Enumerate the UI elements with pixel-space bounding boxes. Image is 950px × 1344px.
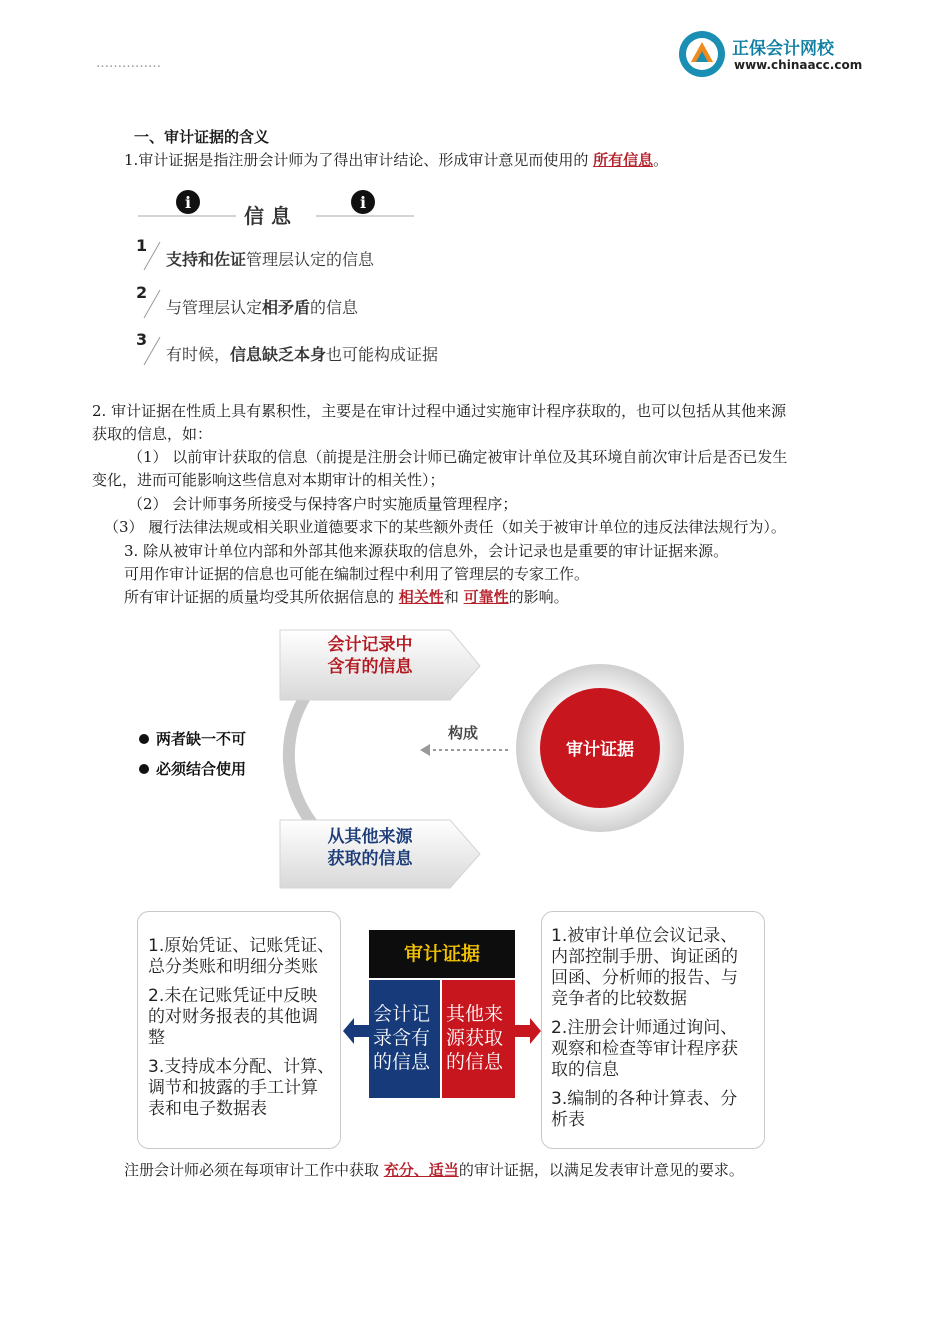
highlight-all-info: 所有信息 (593, 151, 654, 169)
arrow-label-constitute: 构成 (448, 724, 479, 742)
tag-other-sources (290, 826, 450, 870)
final-para (124, 1159, 744, 1182)
highlight-reliability: 可靠性 (463, 588, 509, 606)
center-title-bar (369, 930, 515, 978)
info-item-2-post: 的信息 (310, 298, 359, 317)
center-left-line: 的信息 (373, 1051, 431, 1073)
final-para-post: 的审计证据，以满足发表审计意见的要求。 (458, 1161, 744, 1179)
info-item-1-bold: 支持和佐证 (166, 250, 247, 269)
tag-accounting-records-line-1: 会计记录中 (327, 635, 413, 655)
info-item-3 (166, 342, 438, 365)
info-graphic-header (136, 186, 416, 226)
para-3-line-3-pre: 所有审计证据的质量均受其所依据信息的 (124, 588, 395, 606)
logo-icon (678, 30, 726, 78)
para-2-sub2: （2） 会计师事务所接受与保持客户时实施质量管理程序； (128, 495, 518, 513)
left-box-accounting-records (137, 911, 341, 1149)
center-right-line: 源获取 (446, 1027, 504, 1049)
svg-text:i: i (184, 193, 192, 212)
info-item-1-num: 1 (136, 236, 148, 255)
para-1-prefix: 1. (124, 151, 139, 169)
center-right-block (442, 980, 515, 1098)
tag-other-sources-line-2: 获取的信息 (327, 849, 413, 869)
highlight-sufficient-appropriate: 充分、适当 (383, 1161, 459, 1179)
para-1-text: 审计证据是指注册会计师为了得出审计结论、形成审计意见而使用的 (138, 151, 589, 169)
right-box-line: 2.注册会计师通过询问、 (551, 1018, 738, 1038)
center-left-block (369, 980, 440, 1098)
info-item-2-pre: 与管理层认定 (166, 298, 263, 317)
info-item-2-bold: 相矛盾 (262, 298, 311, 317)
left-box-line: 总分类账和明细分类账 (148, 957, 318, 977)
left-box-line: 整 (148, 1028, 165, 1048)
circle-audit-evidence: 审计证据 (566, 740, 634, 760)
info-item-2-num: 2 (136, 283, 148, 302)
info-heading: 信 息 (244, 204, 291, 228)
info-item-3-pre: 有时候， (166, 345, 231, 364)
para-2-line-1: 2. 审计证据在性质上具有累积性，主要是在审计过程中通过实施审计程序获取的，也可以包括从其他来源 (92, 402, 787, 420)
info-item-3-num: 3 (136, 330, 148, 349)
diagram-composition (130, 622, 690, 892)
para-2-sub1-line-2: 变化，进而可能影响这些信息对本期审计的相关性）； (92, 471, 445, 489)
left-box-line: 的对财务报表的其他调 (148, 1007, 318, 1027)
info-item-3-bold: 信息缺乏本身 (230, 345, 327, 364)
para-1-suffix: 。 (653, 151, 669, 169)
logo-url: www.chinaacc.com (734, 58, 863, 72)
para-3-line-3-post: 的影响。 (508, 588, 569, 606)
right-box-other-sources (541, 911, 765, 1149)
para-3-line-1: 3. 除从被审计单位内部和外部其他来源获取的信息外，会计记录也是重要的审计证据来源。 (124, 542, 729, 560)
para-3-line-2: 可用作审计证据的信息也可能在编制过程中利用了管理层的专家工作。 (124, 565, 590, 583)
para-3-line-3-mid: 和 (443, 588, 459, 606)
para-2-sub1-line-1: （1） 以前审计获取的信息（前提是注册会计师已确定被审计单位及其环境自前次审计后是否已发生 (128, 448, 788, 466)
para-2-sub3: （3） 履行法律法规或相关职业道德要求下的某些额外责任（如关于被审计单位的违反法律法规行为）。 (104, 518, 786, 536)
bullet-indispensable: 两者缺一不可 (156, 730, 247, 748)
right-box-line: 竞争者的比较数据 (551, 989, 687, 1009)
info-list (136, 236, 496, 366)
arrow-left-icon (342, 1016, 370, 1046)
highlight-relevance: 相关性 (398, 588, 444, 606)
right-box-line: 回函、分析师的报告、与 (551, 968, 738, 988)
left-box-line: 3.支持成本分配、计算、 (148, 1057, 335, 1077)
right-box-line: 内部控制手册、询证函的 (551, 947, 738, 967)
center-right-line: 其他来 (446, 1003, 504, 1025)
right-box-line: 观察和检查等审计程序获 (551, 1039, 738, 1059)
center-title: 审计证据 (403, 943, 480, 965)
para-3-line-3 (124, 586, 569, 609)
center-left-line: 会计记 (373, 1003, 431, 1025)
section-title: 一、审计证据的含义 (134, 128, 270, 146)
bullet-combined-use: 必须结合使用 (156, 760, 247, 778)
right-box-line: 1.被审计单位会议记录、 (551, 926, 738, 946)
right-box-line: 取的信息 (551, 1060, 619, 1080)
tag-accounting-records-line-2: 含有的信息 (327, 657, 413, 677)
final-para-pre: 注册会计师必须在每项审计工作中获取 (124, 1161, 380, 1179)
header-faded-text: …………… (96, 56, 161, 71)
tag-accounting-records (290, 634, 450, 678)
logo-name: 正保会计网校 (732, 39, 834, 59)
para-1 (124, 149, 668, 172)
tag-other-sources-line-1: 从其他来源 (327, 827, 413, 847)
left-box-line: 表和电子数据表 (148, 1099, 267, 1119)
info-item-3-post: 也可能构成证据 (326, 345, 439, 364)
left-box-line: 2.未在记账凭证中反映 (148, 986, 318, 1006)
left-box-line: 1.原始凭证、记账凭证、 (148, 936, 335, 956)
info-item-1-post: 管理层认定的信息 (246, 250, 375, 269)
right-box-line: 析表 (551, 1110, 585, 1130)
right-box-line: 3.编制的各种计算表、分 (551, 1089, 738, 1109)
left-box-line: 调节和披露的手工计算 (148, 1078, 318, 1098)
info-item-1 (166, 247, 374, 270)
center-right-line: 的信息 (446, 1051, 504, 1073)
info-item-2 (166, 295, 358, 318)
svg-text:i: i (359, 193, 367, 212)
arrow-right-icon (514, 1016, 542, 1046)
center-left-line: 录含有 (373, 1027, 431, 1049)
para-2-line-2: 获取的信息，如： (92, 425, 213, 443)
